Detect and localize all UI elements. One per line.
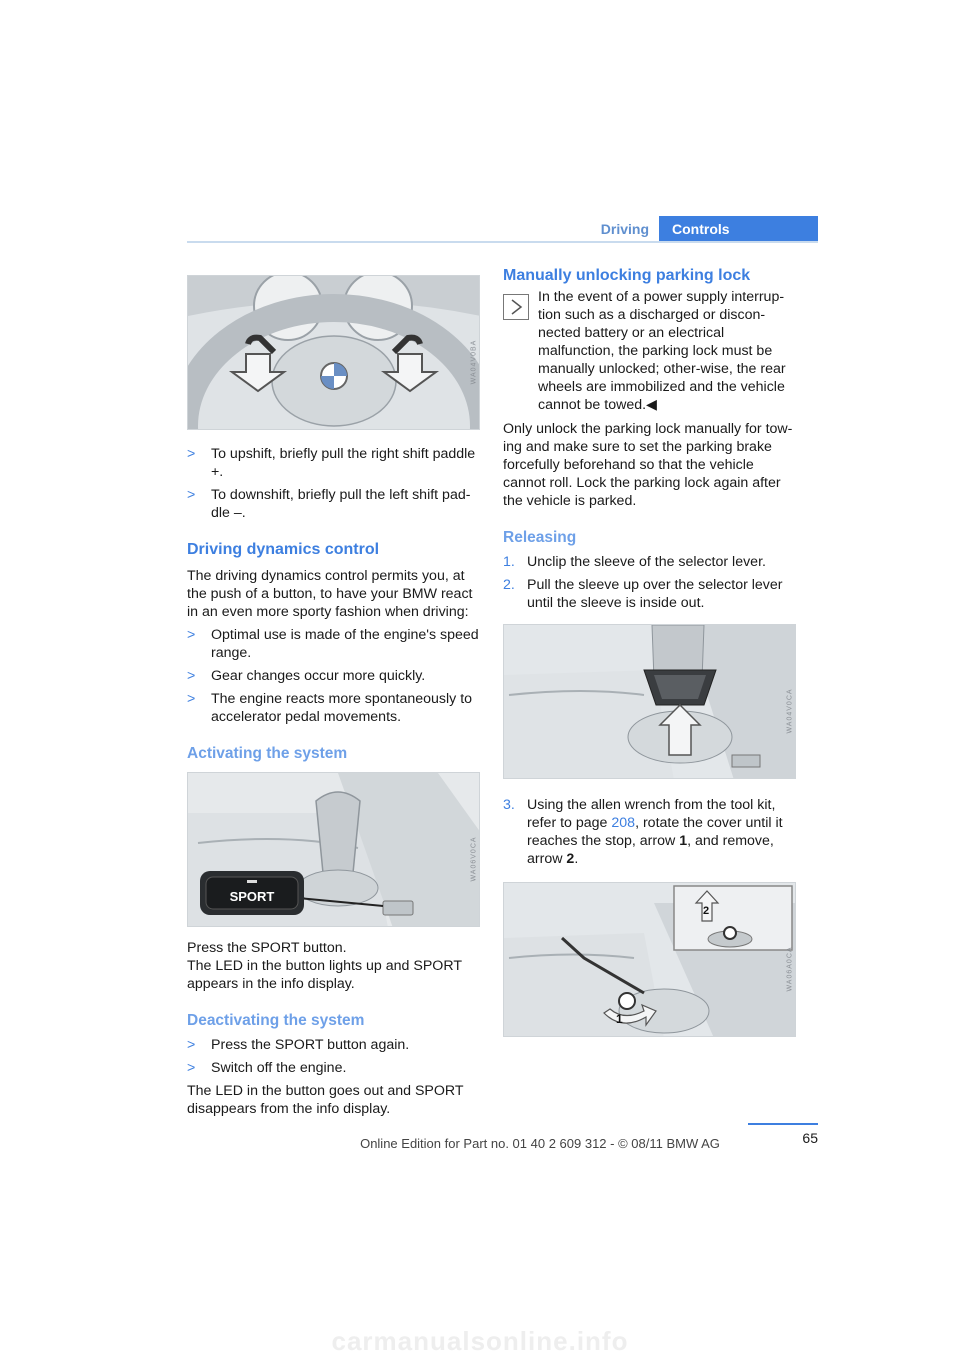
step-item <box>503 796 798 868</box>
step-text-part: , and remove, arrow <box>527 833 774 867</box>
allen-wrench-figure <box>503 882 796 1037</box>
list-item-text: The engine reacts more spontaneously to accelerator pedal movements. <box>211 691 473 725</box>
list-item <box>187 445 480 481</box>
sport-button-figure <box>187 772 480 927</box>
heading-deactivating-the-system: Deactivating the system <box>187 1012 365 1029</box>
list-item-text: Optimal use is made of the engine's speed range. <box>211 627 479 661</box>
bullet-marker: > <box>187 1037 196 1053</box>
list-item <box>187 690 480 726</box>
page-reference-link[interactable]: 208 <box>611 815 636 831</box>
list-item-text: Press the SPORT button again. <box>211 1037 410 1053</box>
arrow-2-label: 2 <box>703 905 710 917</box>
list-item <box>187 1036 480 1054</box>
note-block <box>503 288 798 414</box>
right-column <box>503 266 798 1037</box>
arrow-1-label: 1 <box>616 1012 623 1026</box>
note-arrow-icon <box>503 294 529 320</box>
list-item-text: To upshift, briefly pull the right shift paddle +. <box>211 446 476 480</box>
list-item-text: Gear changes occur more quickly. <box>211 668 426 684</box>
left-column <box>187 275 480 1118</box>
watermark: carmanualsonline.info <box>331 1326 629 1356</box>
list-item <box>187 1059 480 1077</box>
edition-footer <box>0 1136 960 1151</box>
step-item <box>503 553 798 571</box>
sleeve-figure <box>503 624 796 779</box>
figure-code: WA04V0CA <box>786 687 794 734</box>
heading-driving-dynamics-control: Driving dynamics control <box>187 541 380 558</box>
step-item <box>503 576 798 612</box>
step-number: 2. <box>503 577 515 593</box>
steering-wheel-figure <box>187 275 480 430</box>
page-number: 65 <box>802 1130 818 1146</box>
bullet-marker: > <box>187 1060 196 1076</box>
bullet-marker: > <box>187 668 196 684</box>
step-text-part: , rotate the cover until it reaches the stop, arrow <box>527 815 783 849</box>
page-number-rule <box>748 1123 818 1125</box>
bullet-marker: > <box>187 487 196 503</box>
list-item <box>187 486 480 522</box>
list-item <box>187 667 480 685</box>
arrow-ref: 2 <box>566 851 575 867</box>
step-text: Pull the sleeve up over the selector lever until the sleeve is inside out. <box>527 577 783 611</box>
figure-code: WA04V0BA <box>470 339 478 384</box>
selector-sleeve-illustration <box>504 625 796 779</box>
step-text-part: Using the allen wrench from the tool kit, refer to page <box>527 797 776 831</box>
steering-wheel-illustration <box>188 276 480 430</box>
list-item-text: To downshift, briefly pull the left shift pad-dle –. <box>211 487 471 521</box>
unlock-instructions: Only unlock the parking lock manually for tow-ing and make sure to set the parking brake forcefully beforehand so that the vehicle cannot roll. Lock the parking lock again after the vehicle is parked. <box>503 421 793 509</box>
bullet-marker: > <box>187 627 196 643</box>
sport-button-label: SPORT <box>229 889 275 904</box>
bullet-marker: > <box>187 446 196 462</box>
activate-result: The LED in the button lights up and SPORT appears in the info display. <box>187 958 462 992</box>
ddc-intro: The driving dynamics control permits you, at the push of a button, to have your BMW react in an even more sporty fashion when driving: <box>187 568 473 620</box>
edition-text: Online Edition for Part no. 01 40 2 609 312 - © 08/11 BMW AG <box>360 1136 720 1151</box>
console-illustration <box>188 773 480 927</box>
step-text: Unclip the sleeve of the selector lever. <box>527 554 766 570</box>
step-number: 1. <box>503 554 515 570</box>
heading-manually-unlocking-parking-lock: Manually unlocking parking lock <box>503 267 751 284</box>
step-number: 3. <box>503 797 515 813</box>
figure-code: WA06A0CA <box>786 945 794 992</box>
deactivate-result: The LED in the button goes out and SPORT disappears from the info display. <box>187 1083 464 1117</box>
header-section: Driving <box>600 221 649 237</box>
arrow-ref: 1 <box>679 833 688 849</box>
list-item-text: Switch off the engine. <box>211 1060 347 1076</box>
header-rule <box>187 241 818 243</box>
list-item <box>187 626 480 662</box>
heading-activating-the-system: Activating the system <box>187 745 348 762</box>
header-chapter: Controls <box>659 216 818 242</box>
activate-step: Press the SPORT button. <box>187 940 347 956</box>
bullet-marker: > <box>187 691 196 707</box>
cover-removal-illustration <box>504 883 796 1037</box>
step-text-part: . <box>574 851 579 867</box>
figure-code: WA06V0CA <box>470 835 478 882</box>
heading-releasing: Releasing <box>503 529 577 546</box>
step-text <box>527 796 798 868</box>
note-text: In the event of a power supply interrup-tion such as a discharged or discon-nected battery or an electrical malfunction, the parking lock must be manually unlocked; other-wise, the rear wheels are immobilized and the vehicle cannot be towed.◀ <box>538 289 786 413</box>
